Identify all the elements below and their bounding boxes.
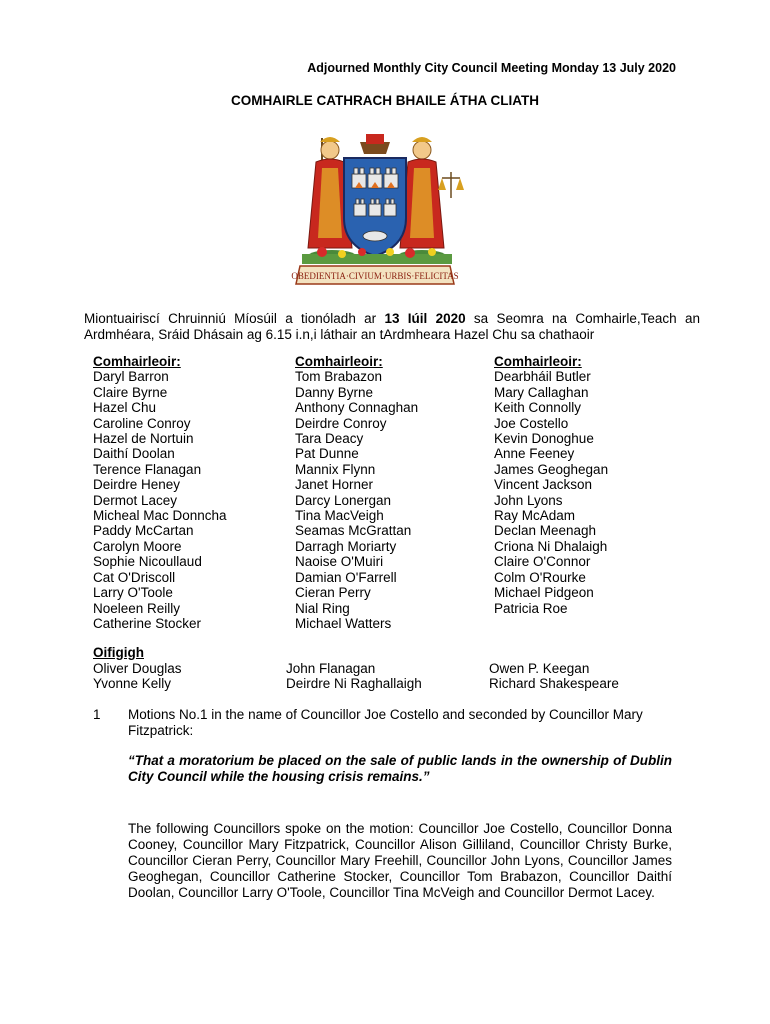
officials-column-3 bbox=[489, 661, 619, 692]
name-entry: Mary Callaghan bbox=[494, 384, 589, 400]
name-entry: Hazel Chu bbox=[93, 400, 157, 416]
column-heading: Comhairleoir: bbox=[93, 354, 181, 369]
name-entry: Deirdre Heney bbox=[93, 477, 181, 493]
name-entry: Paddy McCartan bbox=[93, 523, 194, 539]
name-entry: Dermot Lacey bbox=[93, 492, 178, 508]
intro-paragraph: Miontuairiscí Chruinniú Míosúil a tionóladh ar 13 Iúil 2020 sa Seomra na Comhairle,Teach an Ardmhéara, Sráid Dhásain ag 6.15 i.n,i láthair an tArdmheara Hazel Chu sa chathaoir bbox=[84, 311, 700, 342]
column-heading: Comhairleoir: bbox=[295, 354, 383, 369]
name-entry: Larry O'Toole bbox=[93, 585, 173, 601]
name-entry: Michael Watters bbox=[295, 615, 392, 631]
name-entry: James Geoghegan bbox=[494, 461, 609, 477]
name-entry: Nial Ring bbox=[295, 600, 350, 616]
motion-text: “That a moratorium be placed on the sale of public lands in the ownership of Dublin City Council while the housing crisis remains.” bbox=[128, 753, 672, 784]
name-entry: Dearbháil Butler bbox=[494, 369, 591, 385]
officials-heading: Oifigigh bbox=[93, 645, 144, 660]
councillor-column-1 bbox=[93, 354, 227, 631]
name-entry: Pat Dunne bbox=[295, 446, 359, 462]
name-entry: Yvonne Kelly bbox=[93, 676, 172, 692]
name-entry: Deirdre Conroy bbox=[295, 415, 387, 431]
name-entry: Anthony Connaghan bbox=[295, 400, 419, 416]
column-heading: Comhairleoir: bbox=[494, 354, 582, 369]
name-entry: Janet Horner bbox=[295, 477, 374, 493]
name-entry: Tara Deacy bbox=[295, 431, 364, 447]
name-entry: Anne Feeney bbox=[494, 446, 575, 462]
name-entry: Naoise O'Muiri bbox=[295, 554, 384, 570]
name-entry: Joe Costello bbox=[494, 415, 569, 431]
councillor-column-2 bbox=[295, 354, 418, 631]
name-entry: Tina MacVeigh bbox=[295, 508, 384, 524]
name-entry: Danny Byrne bbox=[295, 384, 374, 400]
councillor-column-3 bbox=[494, 354, 608, 616]
name-entry: Sophie Nicoullaud bbox=[93, 554, 202, 570]
name-entry: Ray McAdam bbox=[494, 508, 576, 524]
name-entry: Keith Connolly bbox=[494, 400, 582, 416]
name-entry: Mannix Flynn bbox=[295, 461, 376, 477]
name-entry: Damian O'Farrell bbox=[295, 569, 397, 585]
shield bbox=[344, 158, 406, 256]
name-entry: Tom Brabazon bbox=[295, 369, 383, 385]
name-entry: Cieran Perry bbox=[295, 585, 371, 601]
item-number: 1 bbox=[93, 707, 101, 722]
name-entry: Claire O'Connor bbox=[494, 554, 591, 570]
meeting-date: 13 Iúil 2020 bbox=[384, 311, 466, 326]
name-entry: Richard Shakespeare bbox=[489, 676, 619, 692]
name-entry: Catherine Stocker bbox=[93, 615, 202, 631]
item-text: Motions No.1 in the name of Councillor Joe Costello and seconded by Councillor Mary Fitzpatrick: bbox=[128, 707, 643, 738]
speakers-paragraph: The following Councillors spoke on the motion: Councillor Joe Costello, Councillor Donna Cooney, Councillor Mary Fitzpatrick, Councillor Alison Gilliland, Councillor Christy Burke, Councillor Cieran Perry, Councillor Mary Freehill, Councillor John Lyons, Councillor James Geoghegan, Councillor Catherine Stocker, Councillor Tom Brabazon, Councillor Daithí Doolan, Councillor Larry O'Toole, Councillor Tina McVeigh and Councillor Dermot Lacey. bbox=[128, 821, 672, 900]
officials-column-1 bbox=[93, 661, 182, 692]
name-entry: John Lyons bbox=[494, 492, 563, 508]
name-entry: Declan Meenagh bbox=[494, 523, 597, 539]
name-entry: Oliver Douglas bbox=[93, 661, 182, 676]
name-entry: Patricia Roe bbox=[494, 600, 568, 616]
name-entry: Terence Flanagan bbox=[93, 461, 202, 477]
name-entry: Noeleen Reilly bbox=[93, 600, 181, 616]
crest-motto: OBEDIENTIA·CIVIUM·URBIS·FELICITAS bbox=[291, 271, 459, 281]
name-entry: Criona Ni Dhalaigh bbox=[494, 538, 608, 554]
meeting-title: Adjourned Monthly City Council Meeting Monday 13 July 2020 bbox=[307, 61, 676, 75]
name-entry: Daryl Barron bbox=[93, 369, 169, 385]
officials-column-2 bbox=[286, 661, 422, 692]
coat-of-arms bbox=[282, 128, 468, 288]
name-entry: Vincent Jackson bbox=[494, 477, 593, 493]
name-entry: Micheal Mac Donncha bbox=[93, 508, 227, 524]
name-entry: Cat O'Driscoll bbox=[93, 569, 176, 585]
name-entry: Kevin Donoghue bbox=[494, 431, 594, 447]
name-entry: Seamas McGrattan bbox=[295, 523, 412, 539]
name-entry: Darragh Moriarty bbox=[295, 538, 397, 554]
name-entry: Darcy Lonergan bbox=[295, 492, 392, 508]
name-entry: Michael Pidgeon bbox=[494, 585, 594, 601]
name-entry: Owen P. Keegan bbox=[489, 661, 590, 676]
council-name: COMHAIRLE CATHRACH BHAILE ÁTHA CLIATH bbox=[231, 93, 539, 108]
name-entry: Claire Byrne bbox=[93, 384, 168, 400]
name-entry: Hazel de Nortuin bbox=[93, 431, 194, 447]
name-entry: Daithí Doolan bbox=[93, 446, 175, 462]
right-supporter-figure bbox=[398, 137, 464, 262]
name-entry: Colm O'Rourke bbox=[494, 569, 586, 585]
name-entry: John Flanagan bbox=[286, 661, 376, 676]
name-entry: Carolyn Moore bbox=[93, 538, 182, 554]
name-entry: Caroline Conroy bbox=[93, 415, 191, 431]
name-entry: Deirdre Ni Raghallaigh bbox=[286, 676, 422, 692]
